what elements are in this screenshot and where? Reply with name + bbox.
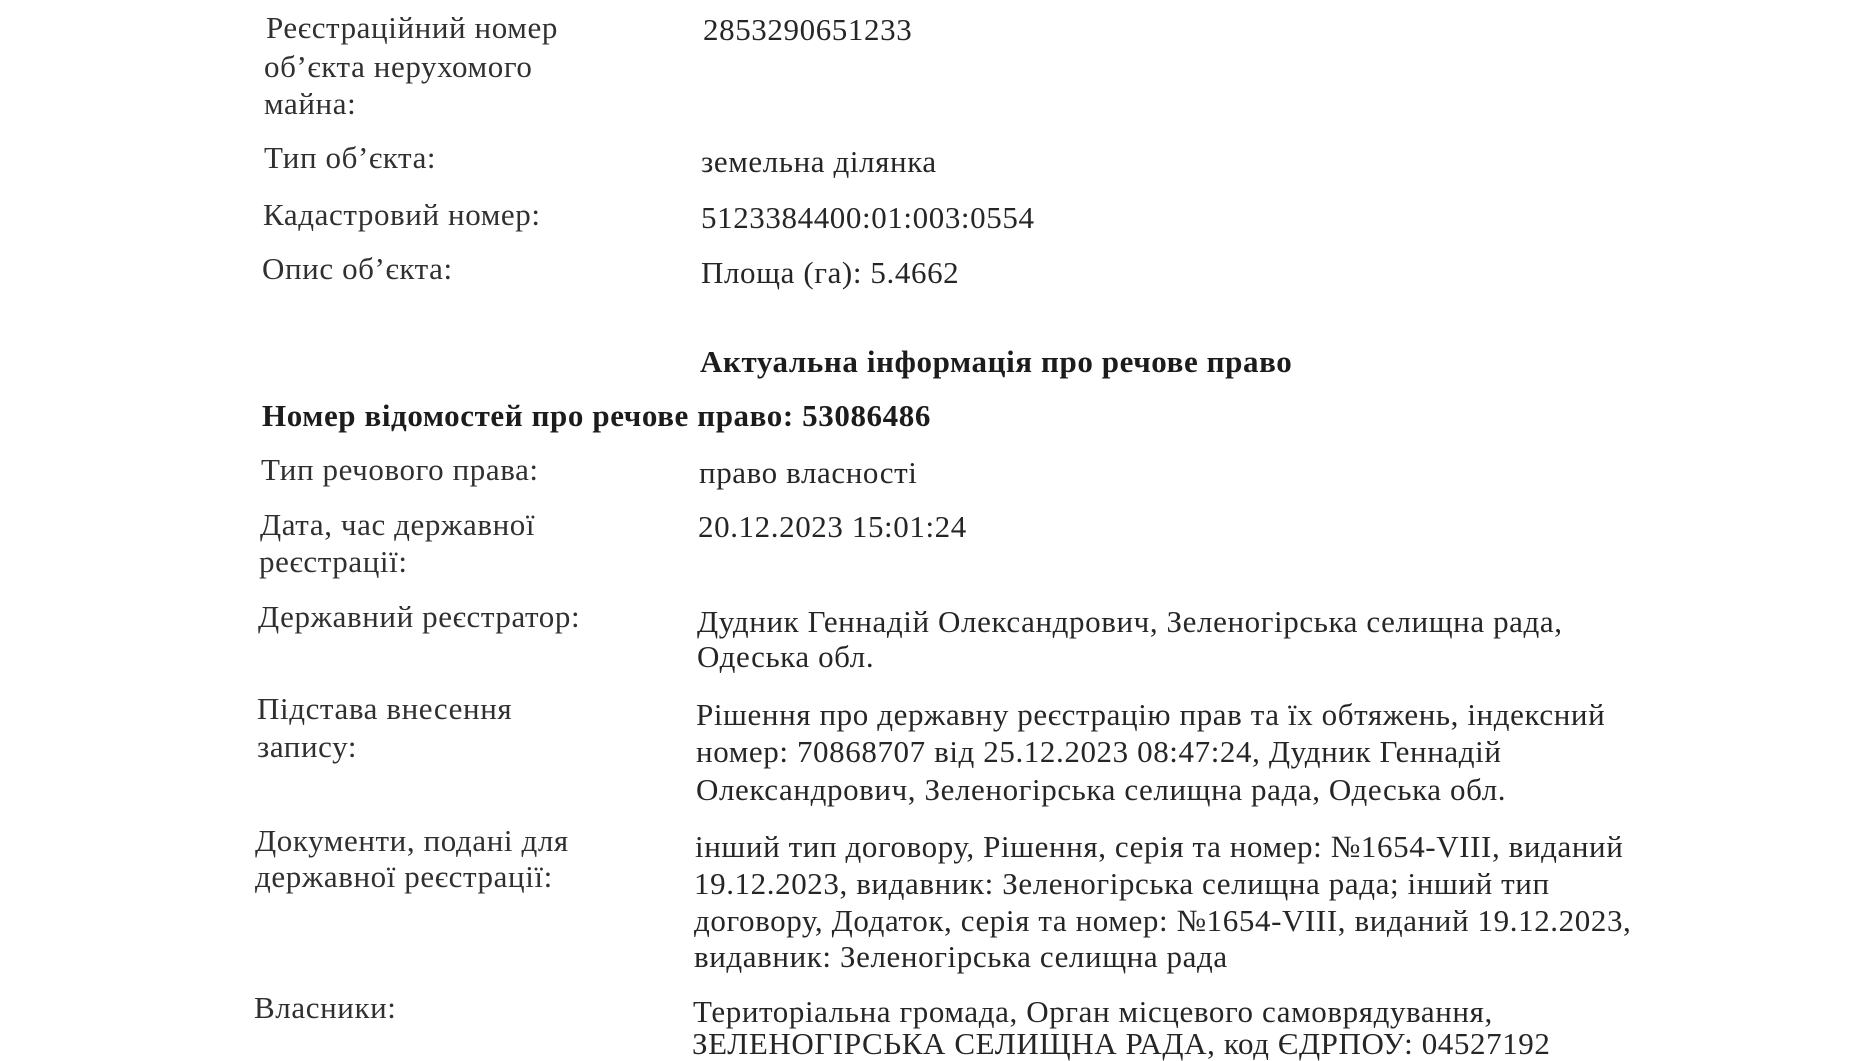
basis-label-line-2: запису: <box>257 729 358 764</box>
reg-number-value: 2853290651233 <box>703 12 913 47</box>
section-title: Актуальна інформація про речове право <box>700 344 1293 379</box>
registrar-value-line-1: Дудник Геннадій Олександрович, Зеленогірська селищна рада, <box>697 604 1563 639</box>
documents-value-line-1: інший тип договору, Рішення, серія та номер: №1654-VIII, виданий <box>695 829 1624 864</box>
reg-datetime-value: 20.12.2023 15:01:24 <box>698 509 967 544</box>
owners-value-line-1: Територіальна громада, Орган місцевого самоврядування, <box>693 994 1493 1029</box>
reg-datetime-label-line-1: Дата, час державної <box>260 507 536 542</box>
object-description-value: Площа (га): 5.4662 <box>701 255 960 290</box>
basis-value-line-1: Рішення про державну реєстрацію прав та їх обтяжень, індексний <box>696 697 1606 732</box>
documents-label-line-2: державної реєстрації: <box>255 859 553 894</box>
registrar-label: Державний реєстратор: <box>258 599 581 634</box>
basis-value-line-3: Олександрович, Зеленогірська селищна рада, Одеська обл. <box>696 772 1507 807</box>
reg-number-label-line-2: об’єкта нерухомого <box>264 49 533 84</box>
basis-value-line-2: номер: 70868707 від 25.12.2023 08:47:24, Дудник Геннадій <box>696 734 1502 769</box>
record-number-heading: Номер відомостей про речове право: 53086486 <box>262 398 931 433</box>
reg-number-label-line-1: Реєстраційний номер <box>266 10 558 45</box>
object-type-label: Тип об’єкта: <box>264 140 437 175</box>
reg-number-label-line-3: майна: <box>264 86 357 121</box>
object-type-value: земельна ділянка <box>701 144 937 179</box>
object-description-label: Опис об’єкта: <box>262 251 453 286</box>
cadastral-number-value: 5123384400:01:003:0554 <box>701 200 1035 235</box>
registrar-value-line-2: Одеська обл. <box>697 639 875 674</box>
basis-label-line-1: Підстава внесення <box>257 691 513 726</box>
owners-label: Власники: <box>254 990 397 1025</box>
cadastral-number-label: Кадастровий номер: <box>263 197 541 232</box>
documents-value-line-2: 19.12.2023, видавник: Зеленогірська селищна рада; інший тип <box>694 866 1550 901</box>
reg-datetime-label-line-2: реєстрації: <box>259 544 408 579</box>
owners-value-line-2: ЗЕЛЕНОГІРСЬКА СЕЛИЩНА РАДА, код ЄДРПОУ: 04527192 <box>692 1026 1551 1061</box>
right-type-label: Тип речового права: <box>261 452 539 487</box>
documents-value-line-3: договору, Додаток, серія та номер: №1654-VIII, виданий 19.12.2023, <box>694 903 1632 938</box>
documents-value-line-4: видавник: Зеленогірська селищна рада <box>694 939 1228 974</box>
right-type-value: право власності <box>699 455 918 490</box>
documents-label-line-1: Документи, подані для <box>255 823 569 858</box>
